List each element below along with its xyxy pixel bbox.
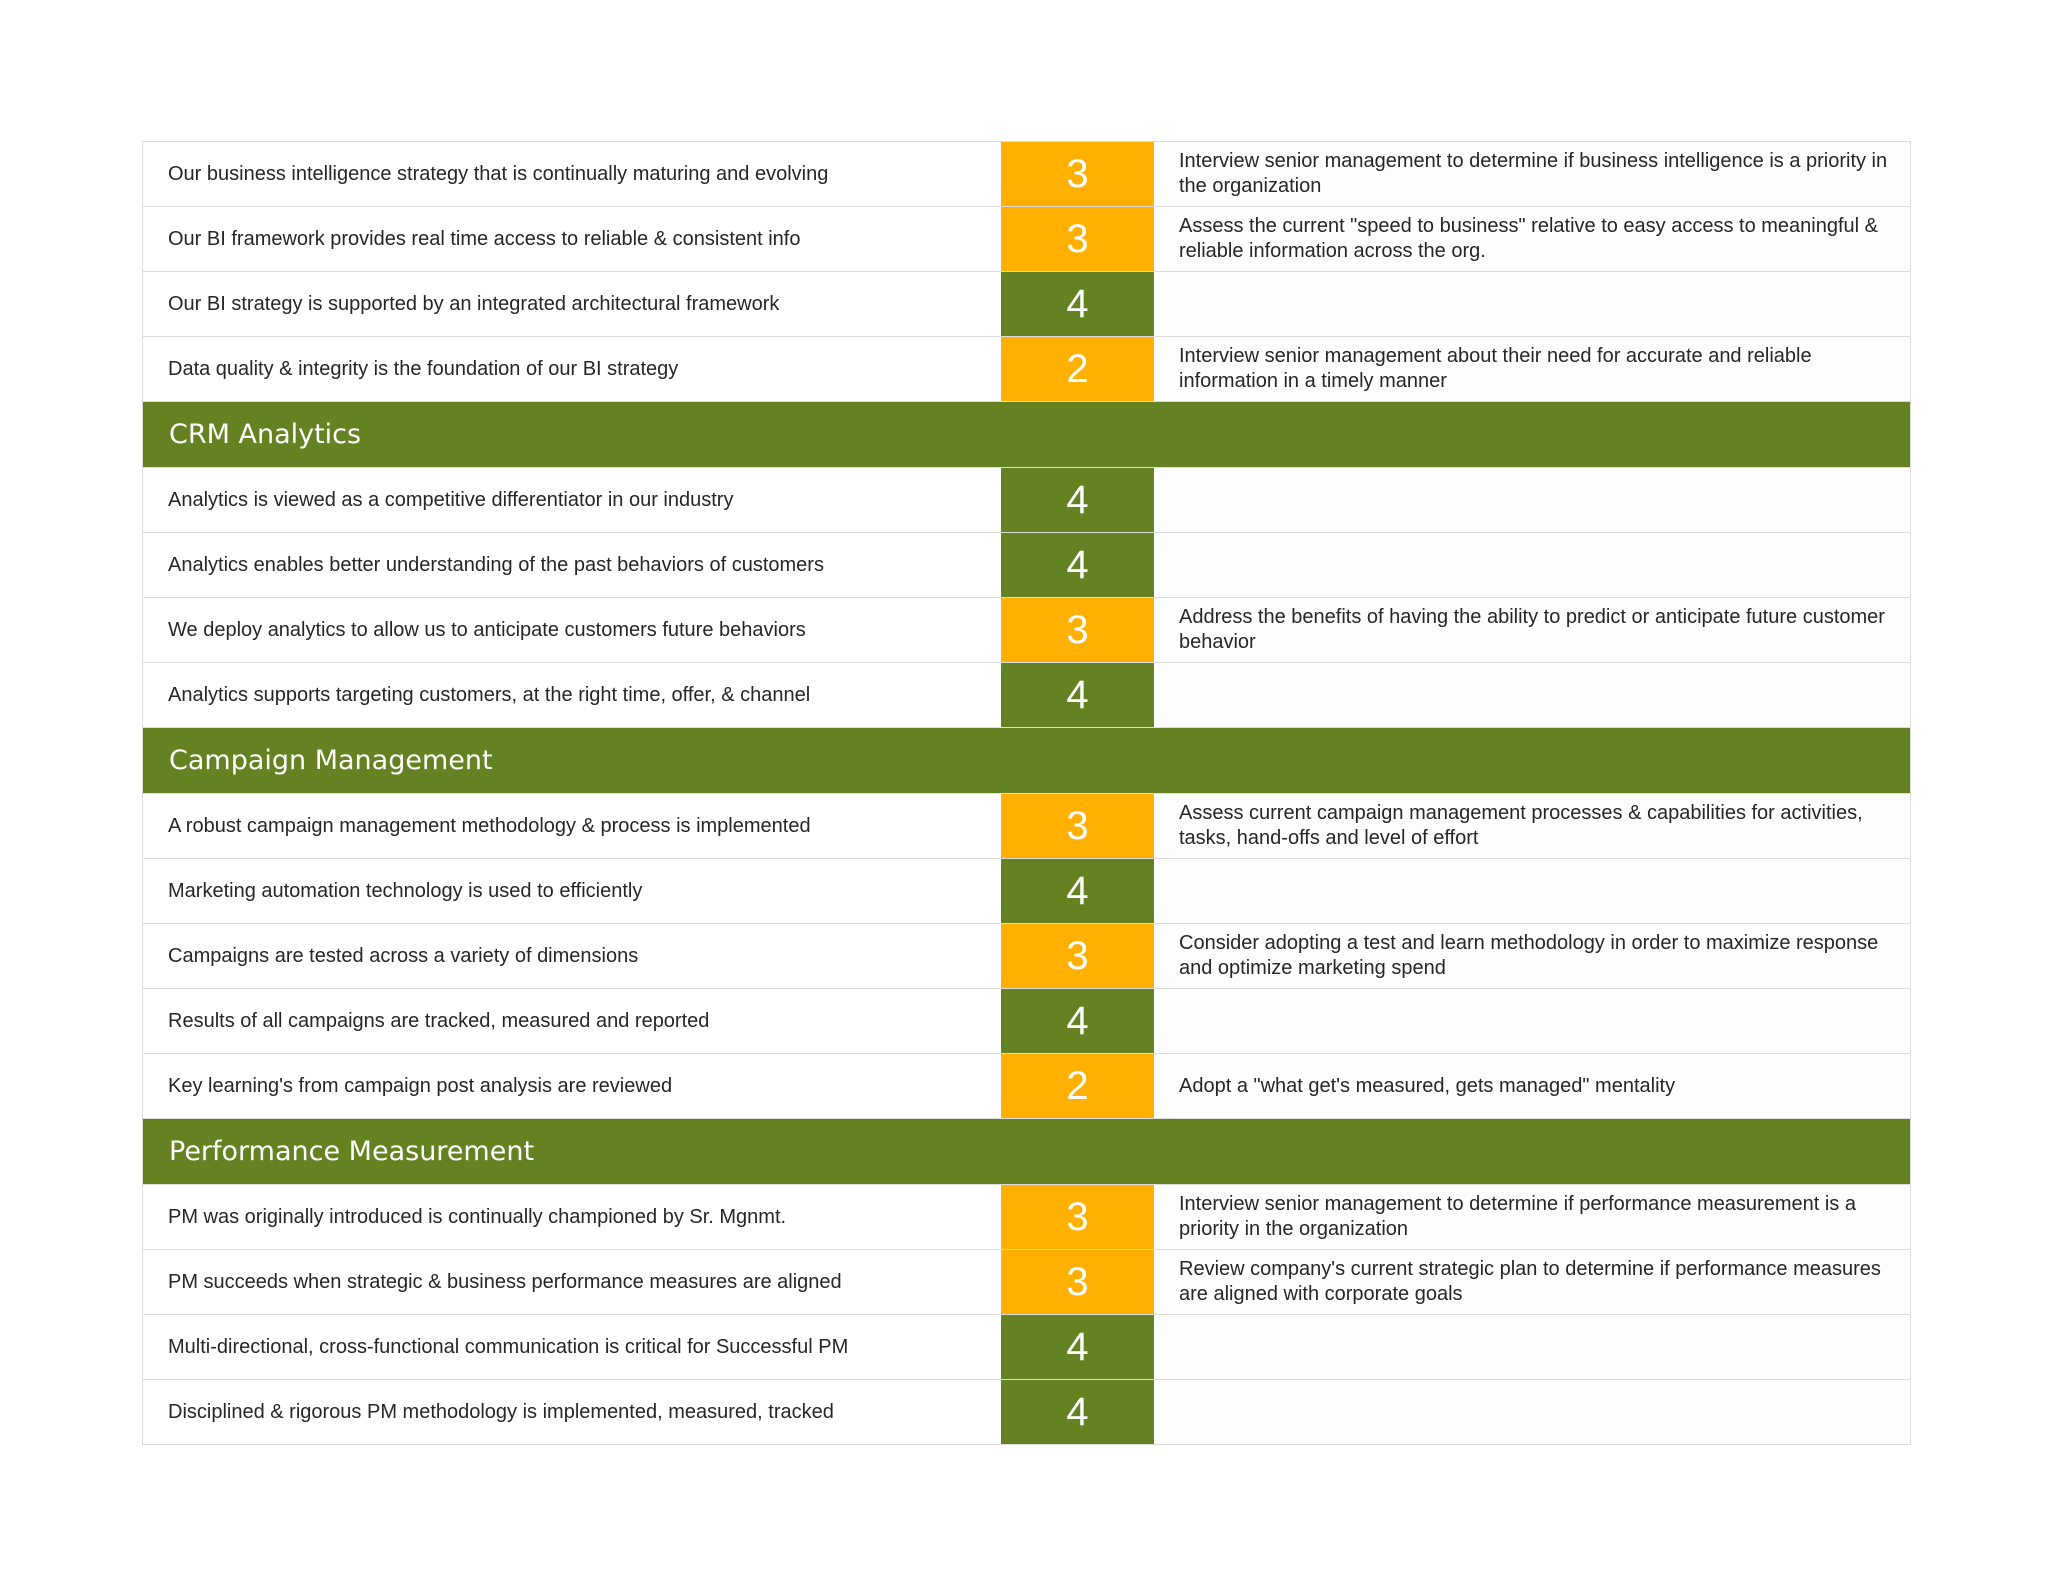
statement-cell: Marketing automation technology is used to efficiently [143,859,1001,923]
statement-cell: We deploy analytics to allow us to anticipate customers future behaviors [143,598,1001,662]
score-cell: 4 [1001,1315,1154,1379]
table-row [143,663,1910,728]
table-row [143,207,1910,272]
assessment-table [142,141,1911,1445]
action-cell: Adopt a "what get's measured, gets managed" mentality [1154,1054,1910,1118]
statement-cell: Disciplined & rigorous PM methodology is implemented, measured, tracked [143,1380,1001,1444]
action-cell [1154,1380,1910,1444]
action-cell: Assess the current "speed to business" relative to easy access to meaningful & reliable information across the org. [1154,207,1910,271]
score-cell: 4 [1001,989,1154,1053]
statement-cell: Key learning's from campaign post analysis are reviewed [143,1054,1001,1118]
statement-cell: Analytics is viewed as a competitive differentiator in our industry [143,468,1001,532]
statement-cell: Results of all campaigns are tracked, measured and reported [143,989,1001,1053]
score-cell: 4 [1001,468,1154,532]
action-cell [1154,859,1910,923]
section-header [143,728,1910,794]
score-cell: 2 [1001,337,1154,401]
table-row [143,468,1910,533]
action-cell [1154,468,1910,532]
table-row [143,598,1910,663]
action-cell [1154,272,1910,336]
action-cell: Interview senior management about their need for accurate and reliable information in a timely manner [1154,337,1910,401]
table-row [143,1315,1910,1380]
score-cell: 3 [1001,1250,1154,1314]
score-cell: 4 [1001,272,1154,336]
score-cell: 3 [1001,207,1154,271]
score-cell: 2 [1001,1054,1154,1118]
action-cell: Review company's current strategic plan to determine if performance measures are aligned with corporate goals [1154,1250,1910,1314]
score-cell: 4 [1001,663,1154,727]
score-cell: 3 [1001,598,1154,662]
score-cell: 4 [1001,859,1154,923]
action-cell: Address the benefits of having the ability to predict or anticipate future customer behavior [1154,598,1910,662]
table-row [143,1185,1910,1250]
statement-cell: A robust campaign management methodology & process is implemented [143,794,1001,858]
statement-cell: PM was originally introduced is continually championed by Sr. Mgnmt. [143,1185,1001,1249]
table-row [143,924,1910,989]
action-cell [1154,989,1910,1053]
statement-cell: Analytics supports targeting customers, at the right time, offer, & channel [143,663,1001,727]
table-row [143,337,1910,402]
action-cell [1154,663,1910,727]
statement-cell: Analytics enables better understanding of the past behaviors of customers [143,533,1001,597]
section-header [143,1119,1910,1185]
table-row [143,1380,1910,1445]
table-row [143,794,1910,859]
score-cell: 3 [1001,924,1154,988]
section-title: CRM Analytics [169,419,362,450]
statement-cell: Campaigns are tested across a variety of dimensions [143,924,1001,988]
table-row [143,859,1910,924]
statement-cell: Our BI strategy is supported by an integrated architectural framework [143,272,1001,336]
score-cell: 3 [1001,142,1154,206]
score-cell: 4 [1001,1380,1154,1444]
statement-cell: PM succeeds when strategic & business performance measures are aligned [143,1250,1001,1314]
table-row [143,1054,1910,1119]
action-cell: Assess current campaign management processes & capabilities for activities, tasks, hand-offs and level of effort [1154,794,1910,858]
table-row [143,533,1910,598]
table-row [143,142,1910,207]
action-cell [1154,1315,1910,1379]
table-row [143,1250,1910,1315]
section-title: Performance Measurement [169,1136,535,1167]
statement-cell: Multi-directional, cross-functional communication is critical for Successful PM [143,1315,1001,1379]
statement-cell: Our business intelligence strategy that is continually maturing and evolving [143,142,1001,206]
action-cell [1154,533,1910,597]
action-cell: Consider adopting a test and learn methodology in order to maximize response and optimize marketing spend [1154,924,1910,988]
action-cell: Interview senior management to determine if performance measurement is a priority in the organization [1154,1185,1910,1249]
table-row [143,989,1910,1054]
section-header [143,402,1910,468]
section-title: Campaign Management [169,745,493,776]
action-cell: Interview senior management to determine if business intelligence is a priority in the organization [1154,142,1910,206]
score-cell: 3 [1001,794,1154,858]
statement-cell: Data quality & integrity is the foundation of our BI strategy [143,337,1001,401]
score-cell: 3 [1001,1185,1154,1249]
table-row [143,272,1910,337]
statement-cell: Our BI framework provides real time access to reliable & consistent info [143,207,1001,271]
score-cell: 4 [1001,533,1154,597]
